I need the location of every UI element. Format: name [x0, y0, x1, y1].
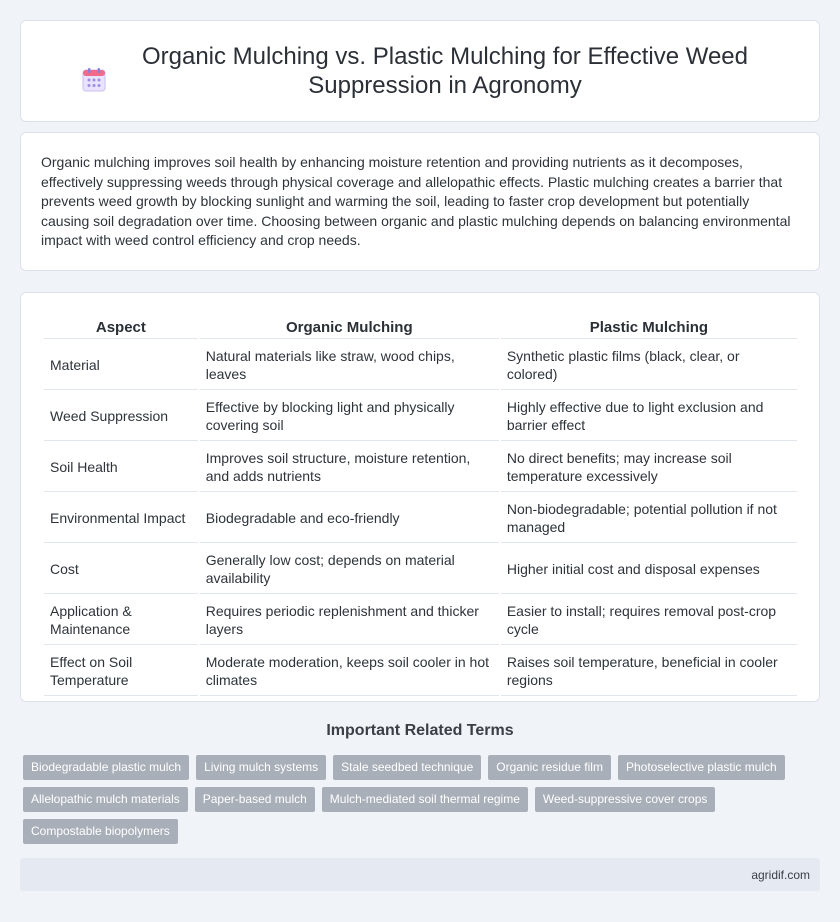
table-cell-plastic: No direct benefits; may increase soil temperature excessively [501, 443, 797, 492]
table-row [44, 494, 797, 543]
table-cell-aspect: Material [44, 341, 198, 390]
table-row [44, 341, 797, 390]
table-cell-plastic: Raises soil temperature, beneficial in cooler regions [501, 647, 797, 696]
table-cell-organic: Moderate moderation, keeps soil cooler in hot climates [200, 647, 499, 696]
related-term-tag[interactable]: Mulch-mediated soil thermal regime [322, 787, 528, 812]
related-term-tag[interactable]: Weed-suppressive cover crops [535, 787, 716, 812]
table-cell-plastic: Highly effective due to light exclusion and barrier effect [501, 392, 797, 441]
table-cell-plastic: Non-biodegradable; potential pollution if not managed [501, 494, 797, 543]
table-cell-organic: Generally low cost; depends on material availability [200, 545, 499, 594]
page-title: Organic Mulching vs. Plastic Mulching for Effective Weed Suppression in Agronomy [141, 43, 749, 99]
table-cell-organic: Requires periodic replenishment and thicker layers [200, 596, 499, 645]
column-header-aspect: Aspect [44, 315, 198, 339]
table-row [44, 596, 797, 645]
table-cell-organic: Effective by blocking light and physically covering soil [200, 392, 499, 441]
table-row [44, 545, 797, 594]
footer [20, 858, 820, 891]
related-term-tag[interactable]: Organic residue film [488, 755, 611, 780]
column-header-plastic: Plastic Mulching [501, 315, 797, 339]
table-cell-aspect: Cost [44, 545, 198, 594]
table-cell-organic: Natural materials like straw, wood chips, leaves [200, 341, 499, 390]
table-header-row [44, 315, 797, 339]
table-row [44, 647, 797, 696]
table-cell-plastic: Easier to install; requires removal post-crop cycle [501, 596, 797, 645]
comparison-table [42, 313, 799, 698]
table-row [44, 443, 797, 492]
related-term-tag[interactable]: Stale seedbed technique [333, 755, 481, 780]
intro-paragraph: Organic mulching improves soil health by enhancing moisture retention and providing nutrients as it decomposes, effectively suppressing weeds through physical coverage and allelopathic effects. Plastic mulching creates a barrier that prevents weed growth by blocking sunlight and warming the soil, leading to faster crop development but potentially causing soil degradation over time. Choosing between organic and plastic mulching depends on balancing environmental impact with weed control efficiency and crop needs. [41, 154, 791, 249]
calendar-icon [80, 66, 108, 94]
column-header-organic: Organic Mulching [200, 315, 499, 339]
related-term-tag[interactable]: Compostable biopolymers [23, 819, 178, 844]
table-cell-organic: Improves soil structure, moisture retention, and adds nutrients [200, 443, 499, 492]
table-cell-aspect: Environmental Impact [44, 494, 198, 543]
table-cell-aspect: Soil Health [44, 443, 198, 492]
table-cell-plastic: Higher initial cost and disposal expenses [501, 545, 797, 594]
related-term-tag[interactable]: Living mulch systems [196, 755, 326, 780]
table-cell-organic: Biodegradable and eco-friendly [200, 494, 499, 543]
related-term-tag[interactable]: Biodegradable plastic mulch [23, 755, 189, 780]
related-term-tag[interactable]: Allelopathic mulch materials [23, 787, 188, 812]
table-row [44, 392, 797, 441]
table-cell-aspect: Weed Suppression [44, 392, 198, 441]
intro-card [20, 132, 820, 271]
comparison-table-card [20, 292, 820, 702]
table-cell-plastic: Synthetic plastic films (black, clear, or colored) [501, 341, 797, 390]
related-terms-heading: Important Related Terms [326, 722, 514, 739]
related-term-tag[interactable]: Paper-based mulch [195, 787, 315, 812]
related-terms-list [23, 755, 813, 844]
table-cell-aspect: Effect on Soil Temperature [44, 647, 198, 696]
related-term-tag[interactable]: Photoselective plastic mulch [618, 755, 785, 780]
title-card [20, 20, 820, 122]
table-cell-aspect: Application & Maintenance [44, 596, 198, 645]
footer-site-link[interactable]: agridif.com [751, 867, 810, 882]
